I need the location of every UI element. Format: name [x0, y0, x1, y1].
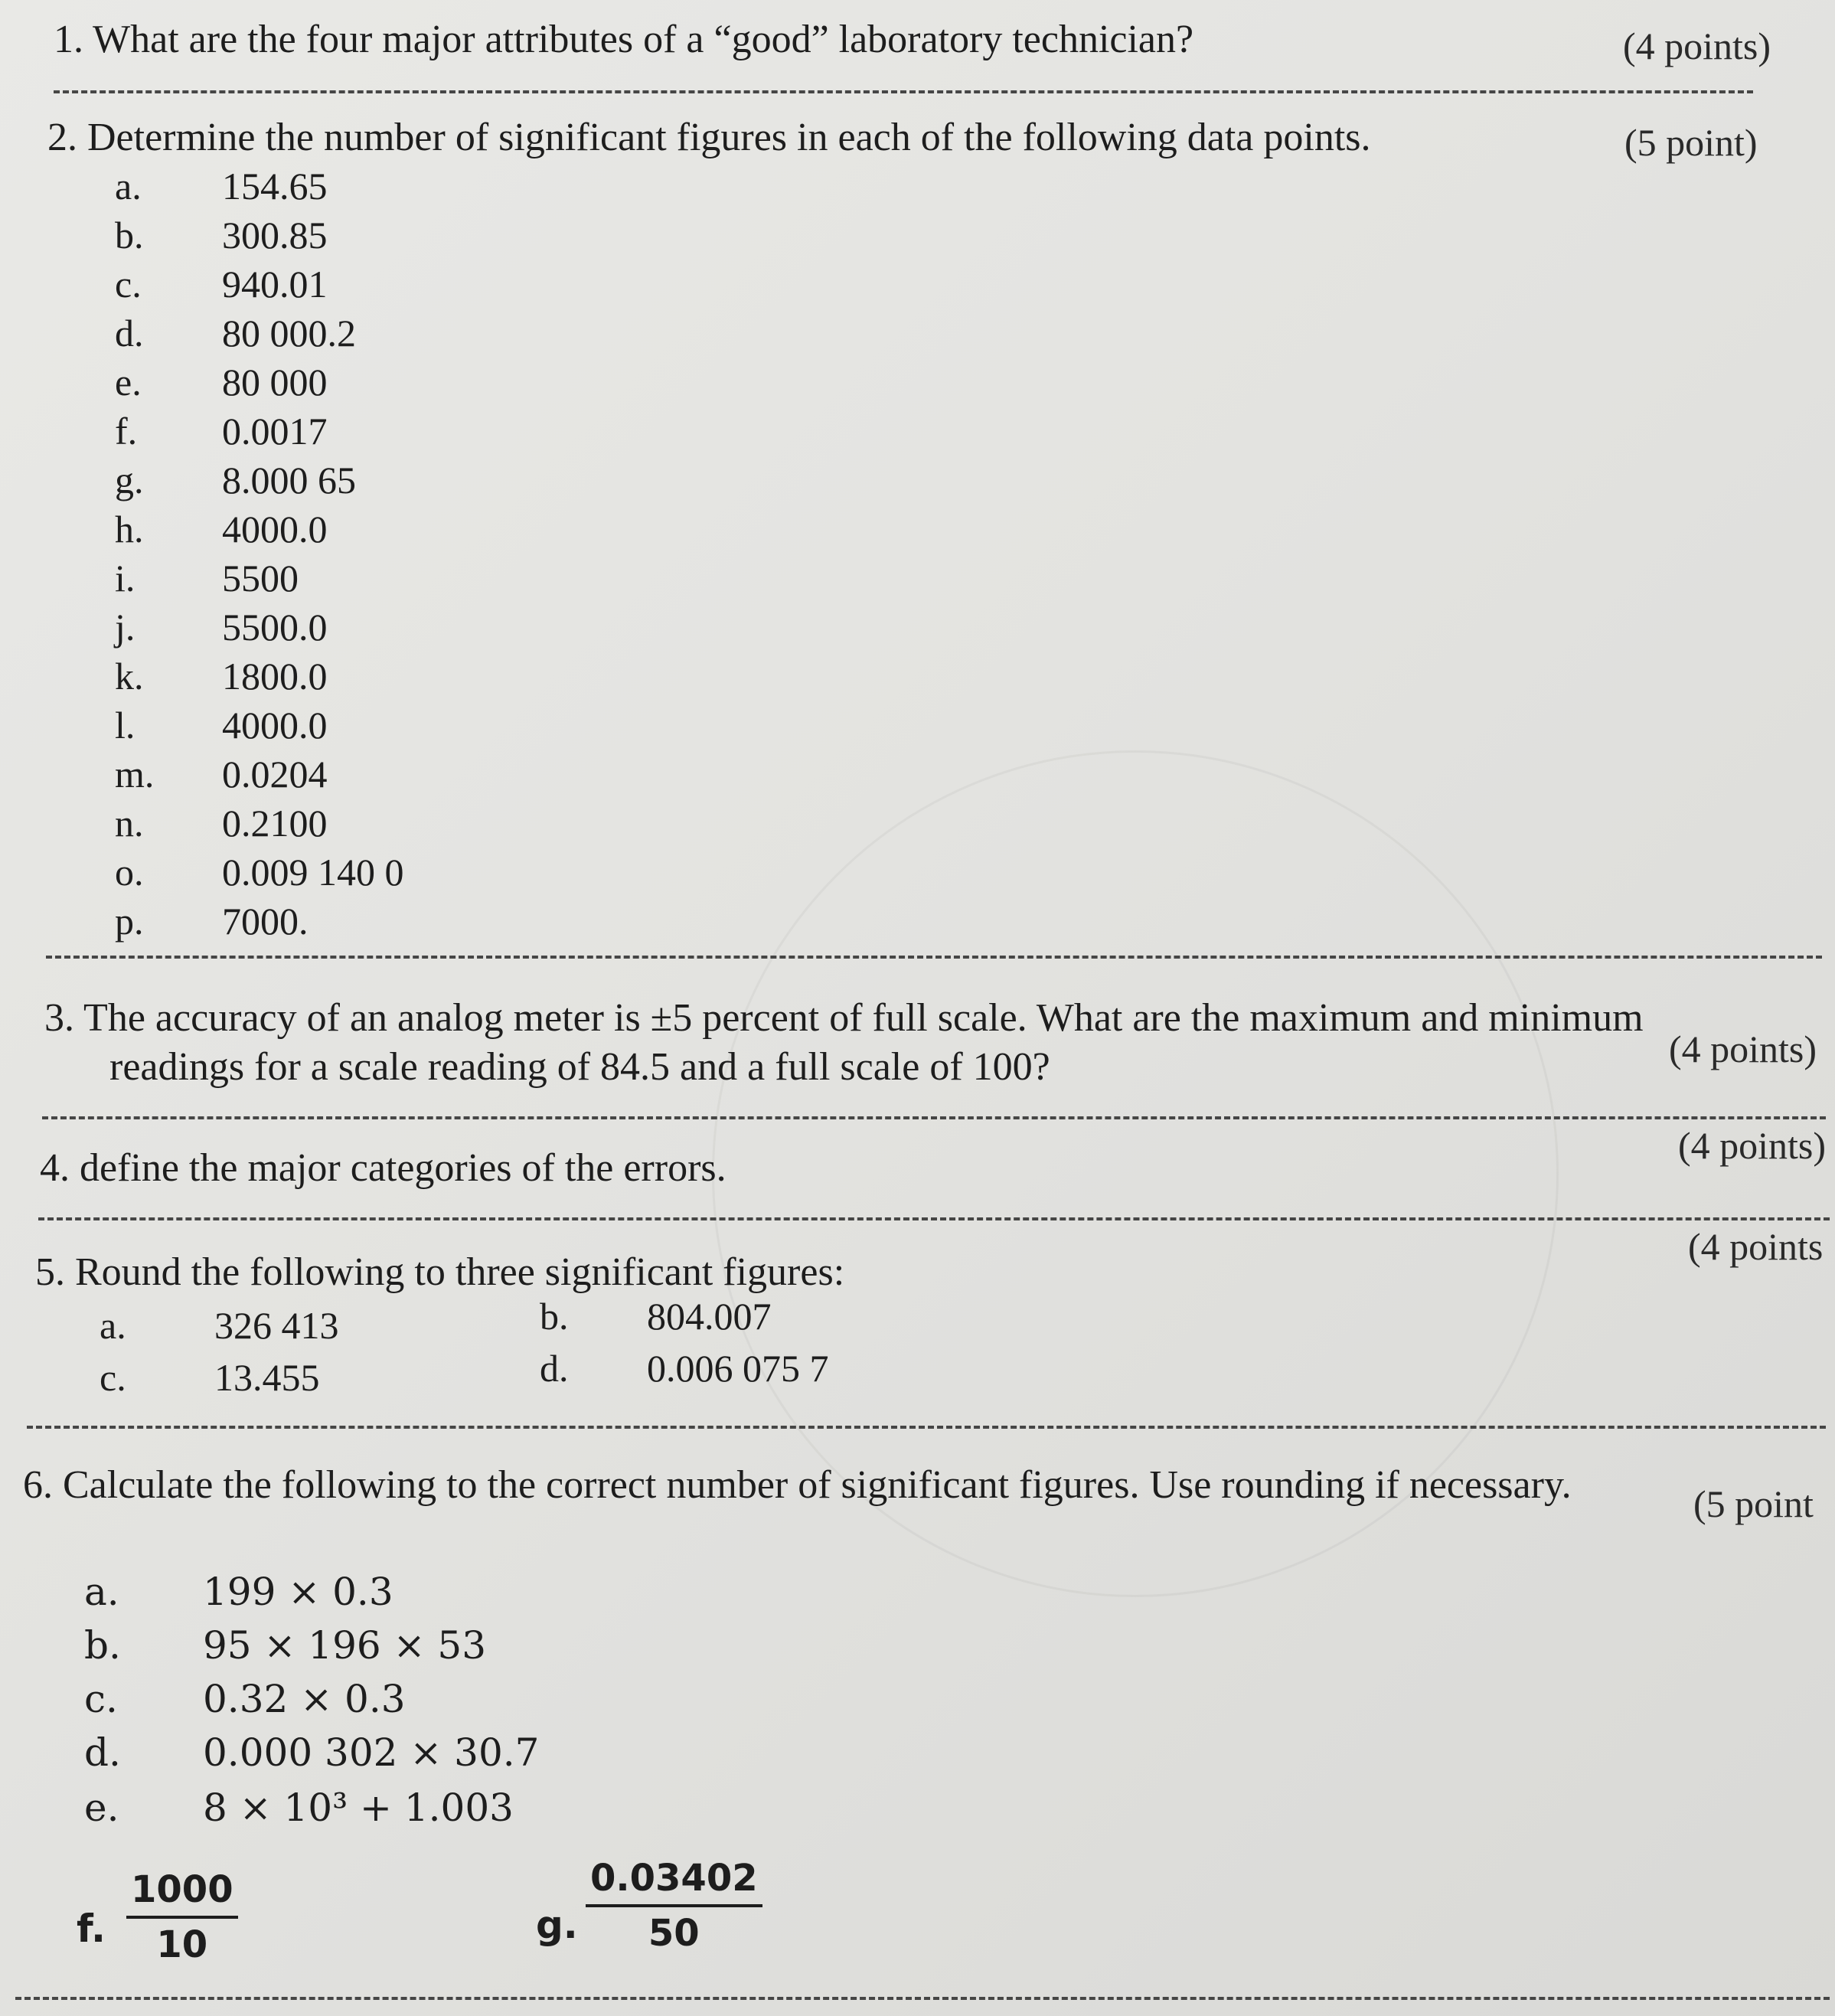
item-value: 804.007 [647, 1295, 772, 1338]
list-item [115, 262, 328, 306]
fraction-f [126, 1868, 238, 1966]
item-label: c. [115, 263, 142, 306]
list-item [115, 409, 328, 453]
item-label: e. [84, 1786, 119, 1830]
item-label: i. [115, 557, 136, 600]
item-label: b. [540, 1295, 569, 1338]
question-3-line-2: readings for a scale reading of 84.5 and a full scale of 100? [109, 1045, 1050, 1089]
list-item [115, 752, 328, 796]
fraction-f-numerator: 1000 [126, 1868, 238, 1919]
list-item [84, 1786, 514, 1830]
fraction-f-denominator: 10 [156, 1923, 208, 1966]
item-label: n. [115, 802, 144, 845]
item-value: 80 000.2 [222, 312, 356, 355]
item-value: 5500 [222, 557, 299, 600]
item-label: d. [115, 312, 144, 355]
item-value: 7000. [222, 900, 309, 943]
item-value: 0.006 075 7 [647, 1347, 829, 1390]
list-item [540, 1294, 772, 1338]
item-value: 4000.0 [222, 704, 328, 747]
list-item [115, 801, 328, 845]
item-value: 0.32 × 0.3 [203, 1677, 406, 1721]
item-value: 8 × 10³ + 1.003 [203, 1786, 514, 1830]
item-value: 0.0204 [222, 753, 328, 796]
item-label: m. [115, 753, 155, 796]
fraction-f-label: f. [77, 1907, 106, 1951]
question-5-text: 5. Round the following to three significant figures: [35, 1250, 845, 1294]
item-label: p. [115, 900, 144, 943]
item-label: d. [84, 1730, 121, 1775]
separator-2 [46, 956, 1822, 959]
list-item [540, 1346, 829, 1390]
list-item [115, 507, 328, 551]
item-label: k. [115, 655, 144, 698]
list-item [115, 899, 309, 943]
item-label: a. [100, 1304, 126, 1347]
separator-3 [42, 1116, 1826, 1119]
question-2-text: 2. Determine the number of significant figures in each of the following data points. [47, 116, 1371, 159]
item-value: 1800.0 [222, 655, 328, 698]
list-item [115, 605, 328, 649]
list-item [84, 1677, 406, 1721]
item-value: 13.455 [214, 1356, 320, 1399]
question-1-points: (4 points) [1623, 25, 1771, 67]
item-label: b. [115, 214, 144, 256]
item-label: a. [115, 165, 142, 207]
item-value: 80 000 [222, 361, 328, 404]
list-item [115, 311, 356, 355]
list-item [115, 850, 404, 894]
fraction-g-label: g. [536, 1903, 578, 1947]
separator-5 [27, 1426, 1826, 1429]
fraction-g-denominator: 50 [648, 1912, 700, 1955]
item-label: d. [540, 1347, 569, 1390]
list-item [115, 703, 328, 747]
list-item [84, 1623, 486, 1668]
fraction-g [586, 1857, 762, 1955]
question-5-points: (4 points [1688, 1225, 1824, 1268]
item-value: 199 × 0.3 [203, 1570, 393, 1614]
list-item [115, 213, 328, 257]
item-value: 0.000 302 × 30.7 [203, 1730, 540, 1775]
item-label: a. [84, 1570, 119, 1614]
list-item [84, 1570, 393, 1614]
item-value: 326 413 [214, 1304, 339, 1347]
item-label: h. [115, 508, 144, 551]
item-label: c. [84, 1677, 118, 1721]
question-4-points: (4 points) [1678, 1124, 1827, 1167]
item-label: f. [115, 410, 138, 453]
question-3-points: (4 points) [1669, 1028, 1817, 1070]
item-value: 8.000 65 [222, 459, 356, 502]
question-3-line-1: 3. The accuracy of an analog meter is ±5 percent of full scale. What are the maximum and minimum [44, 996, 1644, 1040]
item-value: 154.65 [222, 165, 328, 207]
item-label: e. [115, 361, 142, 404]
list-item [115, 458, 356, 502]
item-label: c. [100, 1356, 126, 1399]
item-label: l. [115, 704, 136, 747]
question-1-text: 1. What are the four major attributes of a “good” laboratory technician? [54, 18, 1194, 61]
list-item [115, 654, 328, 698]
list-item [115, 360, 328, 404]
item-label: g. [115, 459, 144, 502]
item-value: 940.01 [222, 263, 328, 306]
separator-6 [15, 1997, 1830, 2000]
separator-1 [54, 90, 1753, 93]
item-value: 0.009 140 0 [222, 851, 404, 894]
list-item [115, 164, 328, 208]
question-6-points: (5 point [1693, 1482, 1814, 1525]
list-item [100, 1355, 320, 1400]
item-label: o. [115, 851, 144, 894]
question-2-points: (5 point) [1624, 121, 1758, 164]
item-value: 0.2100 [222, 802, 328, 845]
item-label: b. [84, 1623, 121, 1668]
item-value: 5500.0 [222, 606, 328, 649]
list-item [115, 556, 299, 600]
fraction-g-numerator: 0.03402 [586, 1857, 762, 1907]
list-item [84, 1730, 539, 1775]
separator-4 [38, 1217, 1830, 1220]
question-4-text: 4. define the major categories of the errors. [40, 1146, 726, 1190]
question-6-text: 6. Calculate the following to the correct number of significant figures. Use rounding if necessary. [23, 1463, 1572, 1507]
item-value: 300.85 [222, 214, 328, 256]
item-value: 95 × 196 × 53 [203, 1623, 487, 1668]
list-item [100, 1303, 339, 1348]
item-value: 4000.0 [222, 508, 328, 551]
item-label: j. [115, 606, 136, 649]
item-value: 0.0017 [222, 410, 328, 453]
